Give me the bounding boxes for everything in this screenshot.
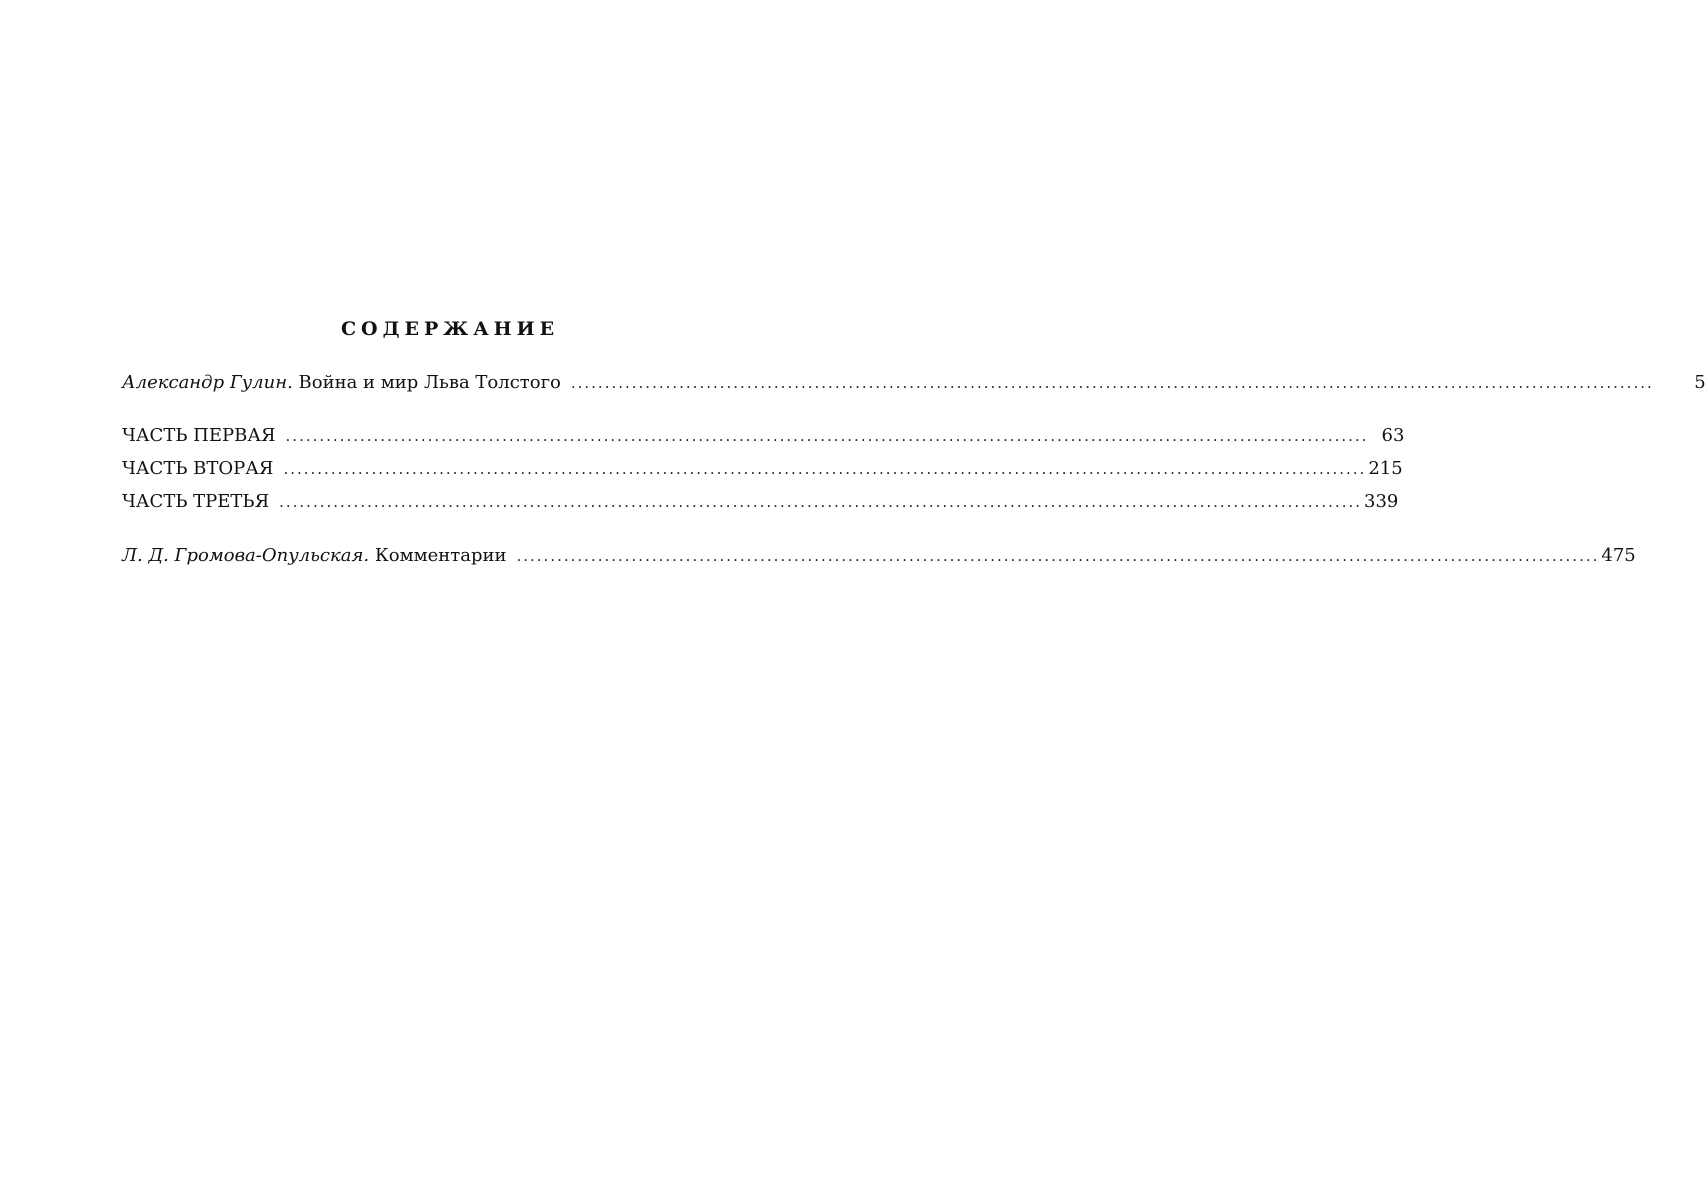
toc-entry-title-text: Комментарии [374, 545, 507, 566]
toc-entry-page: 63 [1381, 425, 1405, 446]
toc-heading: СОДЕРЖАНИЕ [340, 318, 560, 340]
toc-entry-part-2[interactable] [122, 452, 1403, 485]
dot-leader: ................................................................................................................................................................ [570, 374, 1654, 392]
toc-entry-page: 215 [1368, 458, 1403, 479]
toc-entry-author: Александр Гулин. [122, 372, 293, 393]
dot-leader: ................................................................................................................................................................ [516, 547, 1600, 565]
toc-entry-title [122, 366, 571, 399]
toc-entry-page: 475 [1601, 545, 1636, 566]
toc-entry-title: ЧАСТЬ ТРЕТЬЯ [122, 491, 270, 512]
toc-entry-part-3[interactable] [122, 485, 1399, 518]
toc-entry-intro[interactable] [122, 366, 1706, 399]
toc-group-parts [122, 419, 1405, 518]
toc-entry-title [122, 539, 516, 572]
toc-entry-page: 339 [1364, 491, 1399, 512]
dot-leader: ................................................................................................................................................................ [279, 493, 1362, 511]
toc-entry-part-1[interactable] [122, 419, 1405, 452]
toc-group-commentary [122, 539, 1636, 572]
toc-entry-author: Л. Д. Громова-Опульская. [122, 545, 370, 566]
table-of-contents [122, 318, 1706, 572]
dot-leader: ................................................................................................................................................................ [285, 427, 1369, 445]
toc-entry-title: ЧАСТЬ ПЕРВАЯ [122, 425, 276, 446]
toc-entry-page: 5 [1694, 372, 1706, 393]
dot-leader: ................................................................................................................................................................ [283, 460, 1367, 478]
toc-entry-commentary[interactable] [122, 539, 1636, 572]
toc-group-intro [122, 366, 1706, 399]
toc-entry-title: ЧАСТЬ ВТОРАЯ [122, 458, 274, 479]
toc-entry-title-text: Война и мир Льва Толстого [298, 372, 561, 393]
